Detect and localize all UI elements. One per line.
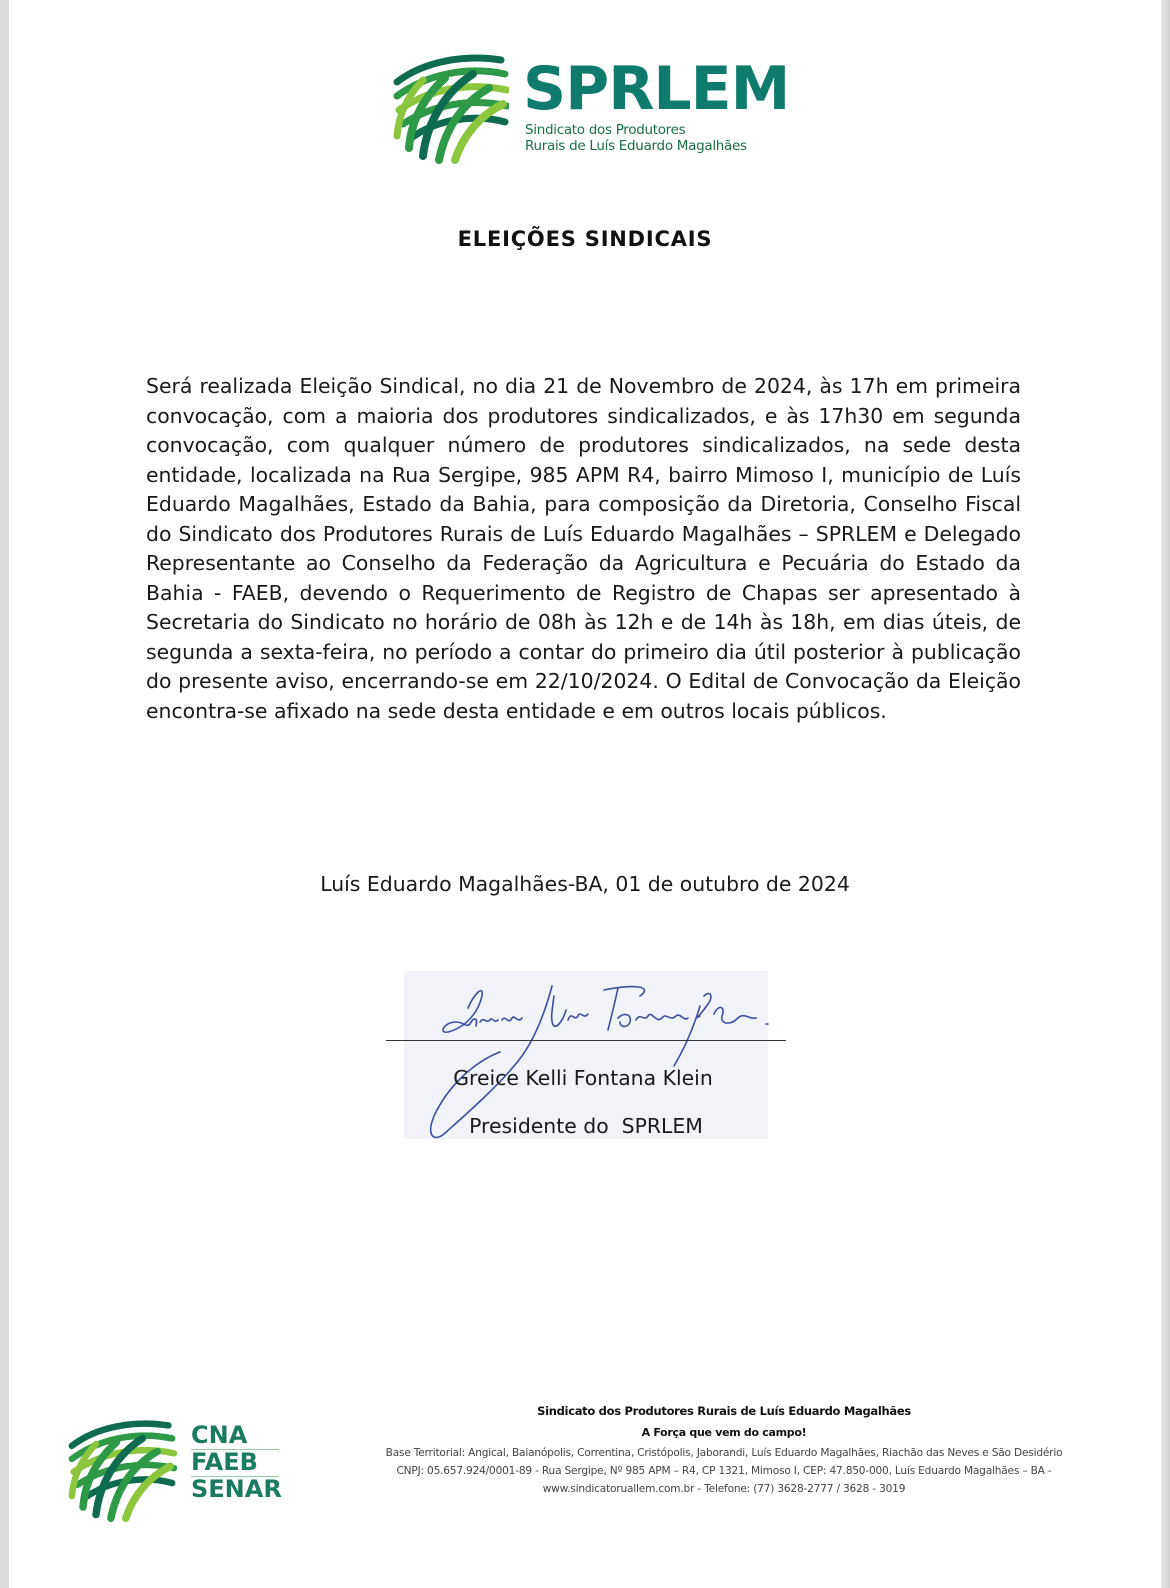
footer-logo-divider [191, 1476, 279, 1477]
signature-line [386, 1040, 786, 1041]
signatory-role: Presidente do SPRLEM [469, 1114, 703, 1138]
signatory-name: Greice Kelli Fontana Klein [453, 1066, 713, 1090]
logo-subtitle [525, 122, 785, 154]
footer-logo-text [191, 1422, 282, 1503]
sprlem-logo [393, 52, 793, 164]
footer-logo-senar: SENAR [191, 1475, 282, 1503]
footer-slogan: A Força que vem do campo! [641, 1426, 807, 1439]
footer-territory: Base Territorial: Angical, Baianópolis, Correntina, Cristópolis, Jaborandi, Luís Eduardo Magalhães, Riachão das Neves e São Desidério [385, 1447, 1063, 1459]
footer-logo-divider [191, 1449, 279, 1450]
document-title: ELEIÇÕES SINDICAIS [457, 227, 713, 251]
logo-subtitle-line2: Rurais de Luís Eduardo Magalhães [525, 138, 747, 154]
cna-faeb-senar-logo [67, 1418, 287, 1522]
footer-logo-faeb: FAEB [191, 1448, 258, 1476]
document-page [9, 0, 1161, 1588]
wheat-field-footer-icon [67, 1418, 177, 1522]
page-edge-shadow [1161, 0, 1170, 1588]
footer-contact: www.sindicatoruallem.com.br - Telefone: (77) 3628-2777 / 3628 - 3019 [542, 1483, 906, 1495]
wheat-field-logo-icon [393, 52, 509, 164]
footer-address: CNPJ: 05.657.924/0001-89 - Rua Sergipe, Nº 985 APM – R4, CP 1321, Mimoso I, CEP: 47.850-000, Luís Eduardo Magalhães – BA - [396, 1465, 1052, 1477]
place-date: Luís Eduardo Magalhães-BA, 01 de outubro de 2024 [320, 872, 850, 896]
body-paragraph: Será realizada Eleição Sindical, no dia 21 de Novembro de 2024, às 17h em primeira convocação, com a maioria dos produtores sindicalizados, e às 17h30 em segunda convocação, com qualquer número de produtores sindicalizados, na sede desta entidade, localizada na Rua Sergipe, 985 APM R4, bairro Mimoso I, município de Luís Eduardo Magalhães, Estado da Bahia, para composição da Diretoria, Conselho Fiscal do Sindicato dos Produtores Rurais de Luís Eduardo Magalhães – SPRLEM e Delegado Representante ao Conselho da Federação da Agricultura e Pecuária do Estado da Bahia - FAEB, devendo o Requerimento de Registro de Chapas ser apresentado à Secretaria do Sindicato no horário de 08h às 12h e de 14h às 18h, em dias úteis, de segunda a sexta-feira, no período a contar do primeiro dia útil posterior à publicação do presente aviso, encerrando-se em 22/10/2024. O Edital de Convocação da Eleição encontra-se afixado na sede desta entidade e em outros locais públicos. [146, 374, 1021, 723]
logo-subtitle-line1: Sindicato dos Produtores [525, 122, 686, 138]
logo-name: SPRLEM [523, 54, 790, 124]
footer [361, 1400, 1087, 1498]
footer-organization: Sindicato dos Produtores Rurais de Luís Eduardo Magalhães [537, 1404, 911, 1418]
footer-logo-cna: CNA [191, 1421, 248, 1449]
